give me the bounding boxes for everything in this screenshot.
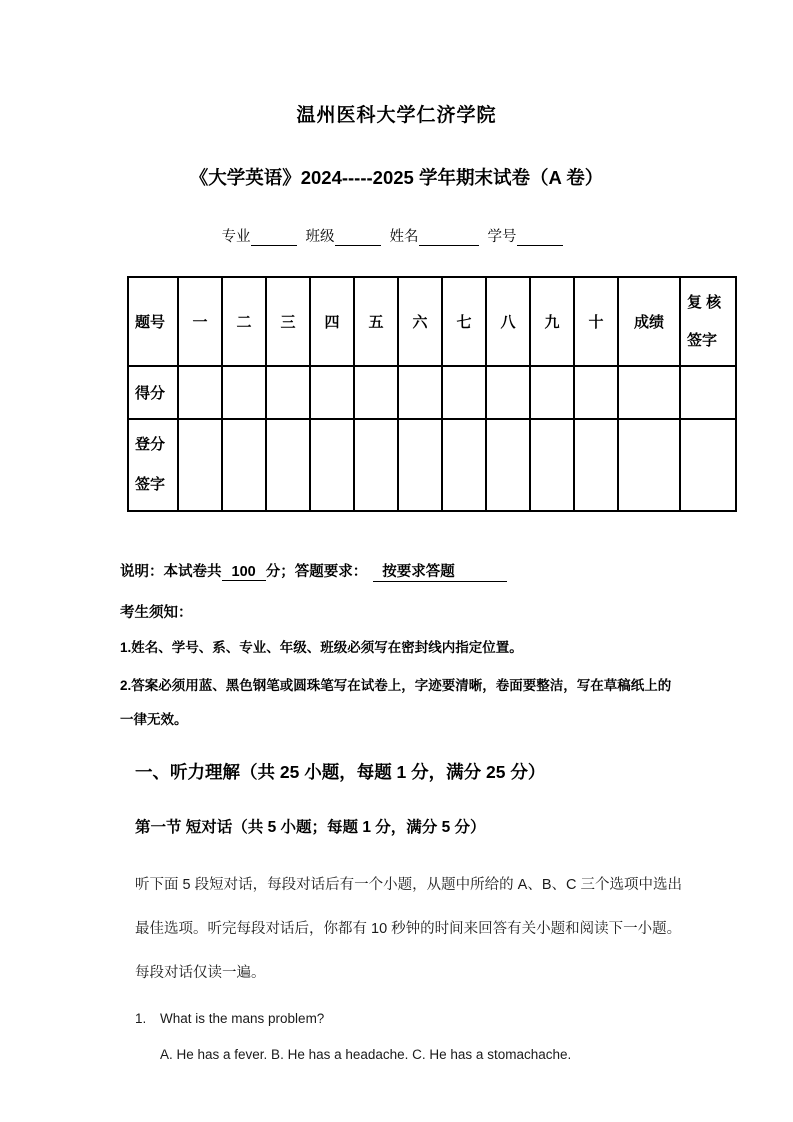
- question-1: [135, 1011, 793, 1026]
- name-label: 姓名: [389, 229, 419, 245]
- empty-score-cell: [354, 366, 398, 419]
- col-header-8: 八: [486, 277, 530, 366]
- empty-score-cell: [178, 366, 222, 419]
- empty-score-cell: [442, 366, 486, 419]
- review-sign-line2: 签字: [687, 331, 718, 349]
- answer-requirement: 按要求答题: [373, 560, 507, 582]
- col-header-4: 四: [310, 277, 354, 366]
- sign-row-label-line1: 登分: [135, 436, 166, 453]
- notice-item-2: 2.答案必须用蓝、黑色钢笔或圆珠笔写在试卷上，字迹要清晰，卷面要整洁，写在草稿纸上的一律无效。: [120, 678, 672, 727]
- score-table: [127, 276, 737, 512]
- student-id-blank: [517, 230, 563, 246]
- empty-score-cell: [530, 366, 574, 419]
- review-sign-line1: 复 核: [687, 293, 722, 311]
- student-info-form: [0, 225, 793, 246]
- empty-sign-cell: [266, 419, 310, 511]
- empty-sign-cell: [442, 419, 486, 511]
- empty-score-cell: [486, 366, 530, 419]
- col-header-1: 一: [178, 277, 222, 366]
- question-1-options: A. He has a fever. B. He has a headache. C. He has a stomachache.: [160, 1047, 572, 1062]
- empty-sign-cell: [178, 419, 222, 511]
- question-1-text: What is the mans problem?: [160, 1011, 325, 1026]
- listening-section-title: 一、听力理解（共 25 小题，每题 1 分，满分 25 分）: [135, 762, 546, 782]
- empty-sign-cell: [310, 419, 354, 511]
- empty-score-cell: [680, 366, 736, 419]
- school-name: 温州医科大学仁济学院: [296, 105, 497, 126]
- note-prefix: 说明：本试卷共: [120, 564, 222, 580]
- empty-sign-cell: [354, 419, 398, 511]
- empty-score-cell: [618, 366, 680, 419]
- score-row-label: 得分: [128, 366, 178, 419]
- empty-sign-cell: [222, 419, 266, 511]
- sign-row-label-line2: 签字: [135, 476, 166, 493]
- exam-notes: [120, 560, 700, 737]
- sign-row-label: [128, 419, 178, 511]
- exam-title: 《大学英语》2024-----2025 学年期末试卷（A 卷）: [189, 167, 604, 188]
- col-header-question-number: 题号: [128, 277, 178, 366]
- student-id-label: 学号: [487, 229, 517, 245]
- total-score-value: 100: [222, 564, 266, 581]
- class-label: 班级: [305, 229, 335, 245]
- note-mid: 分；答题要求：: [265, 564, 368, 580]
- score-table-header-row: [128, 277, 736, 366]
- empty-sign-cell: [530, 419, 574, 511]
- col-header-7: 七: [442, 277, 486, 366]
- name-blank: [419, 230, 479, 246]
- empty-sign-cell: [618, 419, 680, 511]
- col-header-3: 三: [266, 277, 310, 366]
- notice-item-1: 1.姓名、学号、系、专业、年级、班级必须写在密封线内指定位置。: [120, 640, 523, 655]
- empty-sign-cell: [680, 419, 736, 511]
- part1-instruction: 听下面 5 段短对话，每段对话后有一个小题，从题中所给的 A、B、C 三个选项中选出最佳选项。听完每段对话后，你都有 10 秒钟的时间来回答有关小题和阅读下一小题。每段对话仅读一遍。: [135, 877, 682, 981]
- empty-score-cell: [574, 366, 618, 419]
- empty-score-cell: [222, 366, 266, 419]
- col-header-9: 九: [530, 277, 574, 366]
- empty-score-cell: [398, 366, 442, 419]
- col-header-review-sign: [680, 277, 736, 366]
- col-header-score: 成绩: [618, 277, 680, 366]
- question-1-number: 1.: [135, 1011, 147, 1026]
- score-table-score-row: [128, 366, 736, 419]
- class-blank: [335, 230, 381, 246]
- exam-note-line: [120, 560, 700, 582]
- empty-score-cell: [266, 366, 310, 419]
- score-table-sign-row: [128, 419, 736, 511]
- col-header-6: 六: [398, 277, 442, 366]
- col-header-5: 五: [354, 277, 398, 366]
- notice-title: 考生须知：: [120, 605, 193, 621]
- col-header-2: 二: [222, 277, 266, 366]
- empty-sign-cell: [398, 419, 442, 511]
- col-header-10: 十: [574, 277, 618, 366]
- major-label: 专业: [221, 229, 251, 245]
- empty-score-cell: [310, 366, 354, 419]
- major-blank: [251, 230, 297, 246]
- part1-title: 第一节 短对话（共 5 小题；每题 1 分，满分 5 分）: [135, 819, 486, 836]
- empty-sign-cell: [574, 419, 618, 511]
- empty-sign-cell: [486, 419, 530, 511]
